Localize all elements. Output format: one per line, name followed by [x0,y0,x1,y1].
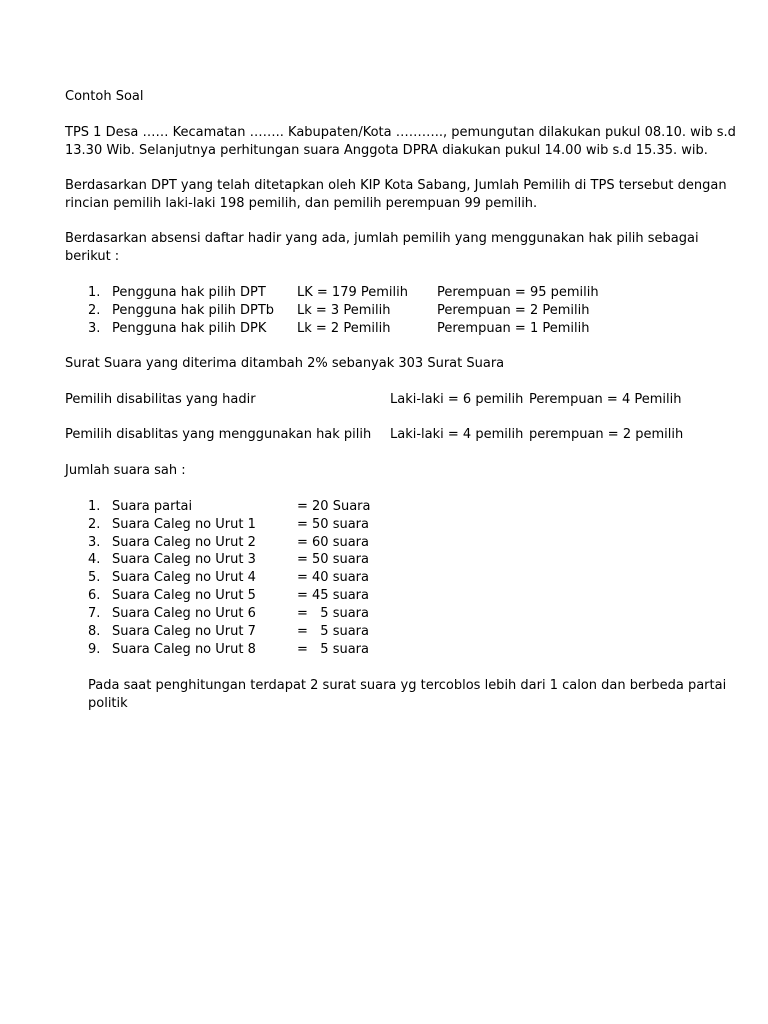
suara-sah-value: = 40 suara [297,570,369,585]
suara-sah-row [65,569,715,586]
pengguna-row [65,320,715,337]
surat-suara-text: Surat Suara yang diterima ditambah 2% sebanyak 303 Surat Suara [65,356,505,371]
pengguna-perempuan: Perempuan = 95 pemilih [437,285,599,300]
suara-sah-number: 2. [88,517,101,532]
disabilitas-pilih-perempuan: perempuan = 2 pemilih [529,427,684,442]
pengguna-perempuan: Perempuan = 1 Pemilih [437,321,590,336]
pengguna-label: Pengguna hak pilih DPTb [112,303,275,318]
suara-sah-label: Suara Caleg no Urut 3 [112,552,256,567]
suara-sah-row [65,587,715,604]
suara-sah-value: = 20 Suara [297,499,371,514]
pengguna-number: 3. [88,321,101,336]
suara-sah-value: = 5 suara [297,624,369,639]
suara-sah-number: 7. [88,606,101,621]
dpt-line-1: Berdasarkan DPT yang telah ditetapkan oleh KIP Kota Sabang, Jumlah Pemilih di TPS tersebut dengan [65,178,727,193]
catatan-line-1: Pada saat penghitungan terdapat 2 surat suara yg tercoblos lebih dari 1 calon dan berbeda partai [88,678,727,693]
pengguna-lk: Lk = 2 Pemilih [297,321,391,336]
suara-sah-row [65,516,715,533]
catatan-line-2: politik [88,696,128,711]
absensi-line-1: Berdasarkan absensi daftar hadir yang ada, jumlah pemilih yang menggunakan hak pilih sebagai [65,231,699,246]
disabilitas-hadir-perempuan: Perempuan = 4 Pemilih [529,392,682,407]
suara-sah-number: 5. [88,570,101,585]
pengguna-label: Pengguna hak pilih DPK [112,321,267,336]
suara-sah-label: Suara Caleg no Urut 8 [112,642,256,657]
suara-sah-label: Suara Caleg no Urut 6 [112,606,256,621]
disabilitas-pilih-row [65,426,715,443]
suara-sah-label: Suara Caleg no Urut 2 [112,535,256,550]
suara-sah-number: 1. [88,499,101,514]
pengguna-row [65,284,715,301]
pengguna-number: 1. [88,285,101,300]
intro-line-2: 13.30 Wib. Selanjutnya perhitungan suara Anggota DPRA diakukan pukul 14.00 wib s.d 15.35. wib. [65,143,708,158]
suara-sah-label: Suara Caleg no Urut 4 [112,570,256,585]
suara-sah-row [65,551,715,568]
suara-sah-number: 4. [88,552,101,567]
dpt-line-2: rincian pemilih laki-laki 198 pemilih, dan pemilih perempuan 99 pemilih. [65,196,538,211]
suara-sah-label: Suara Caleg no Urut 5 [112,588,256,603]
suara-sah-value: = 50 suara [297,517,369,532]
suara-sah-number: 3. [88,535,101,550]
suara-sah-label: Suara Caleg no Urut 1 [112,517,256,532]
suara-sah-number: 8. [88,624,101,639]
disabilitas-hadir-lk: Laki-laki = 6 pemilih [390,392,524,407]
suara-sah-label: Suara partai [112,499,193,514]
suara-sah-number: 6. [88,588,101,603]
suara-sah-value: = 60 suara [297,535,369,550]
pengguna-lk: LK = 179 Pemilih [297,285,408,300]
pengguna-perempuan: Perempuan = 2 Pemilih [437,303,590,318]
disabilitas-hadir-label: Pemilih disabilitas yang hadir [65,392,256,407]
jumlah-suara-sah-heading: Jumlah suara sah : [65,463,186,478]
absensi-line-2: berikut : [65,249,120,264]
suara-sah-label: Suara Caleg no Urut 7 [112,624,256,639]
disabilitas-pilih-lk: Laki-laki = 4 pemilih [390,427,524,442]
pengguna-row [65,302,715,319]
disabilitas-hadir-row [65,391,715,408]
suara-sah-value: = 5 suara [297,642,369,657]
suara-sah-value: = 45 suara [297,588,369,603]
pengguna-label: Pengguna hak pilih DPT [112,285,266,300]
suara-sah-row [65,534,715,551]
suara-sah-row [65,623,715,640]
document-title: Contoh Soal [65,89,144,104]
suara-sah-number: 9. [88,642,101,657]
suara-sah-row [65,498,715,515]
pengguna-lk: Lk = 3 Pemilih [297,303,391,318]
pengguna-number: 2. [88,303,101,318]
suara-sah-value: = 50 suara [297,552,369,567]
suara-sah-value: = 5 suara [297,606,369,621]
suara-sah-row [65,605,715,622]
suara-sah-row [65,641,715,658]
disabilitas-pilih-label: Pemilih disablitas yang menggunakan hak pilih [65,427,372,442]
intro-line-1: TPS 1 Desa …… Kecamatan …….. Kabupaten/Kota ……….., pemungutan dilakukan pukul 08.10. wib s.d [65,125,736,140]
